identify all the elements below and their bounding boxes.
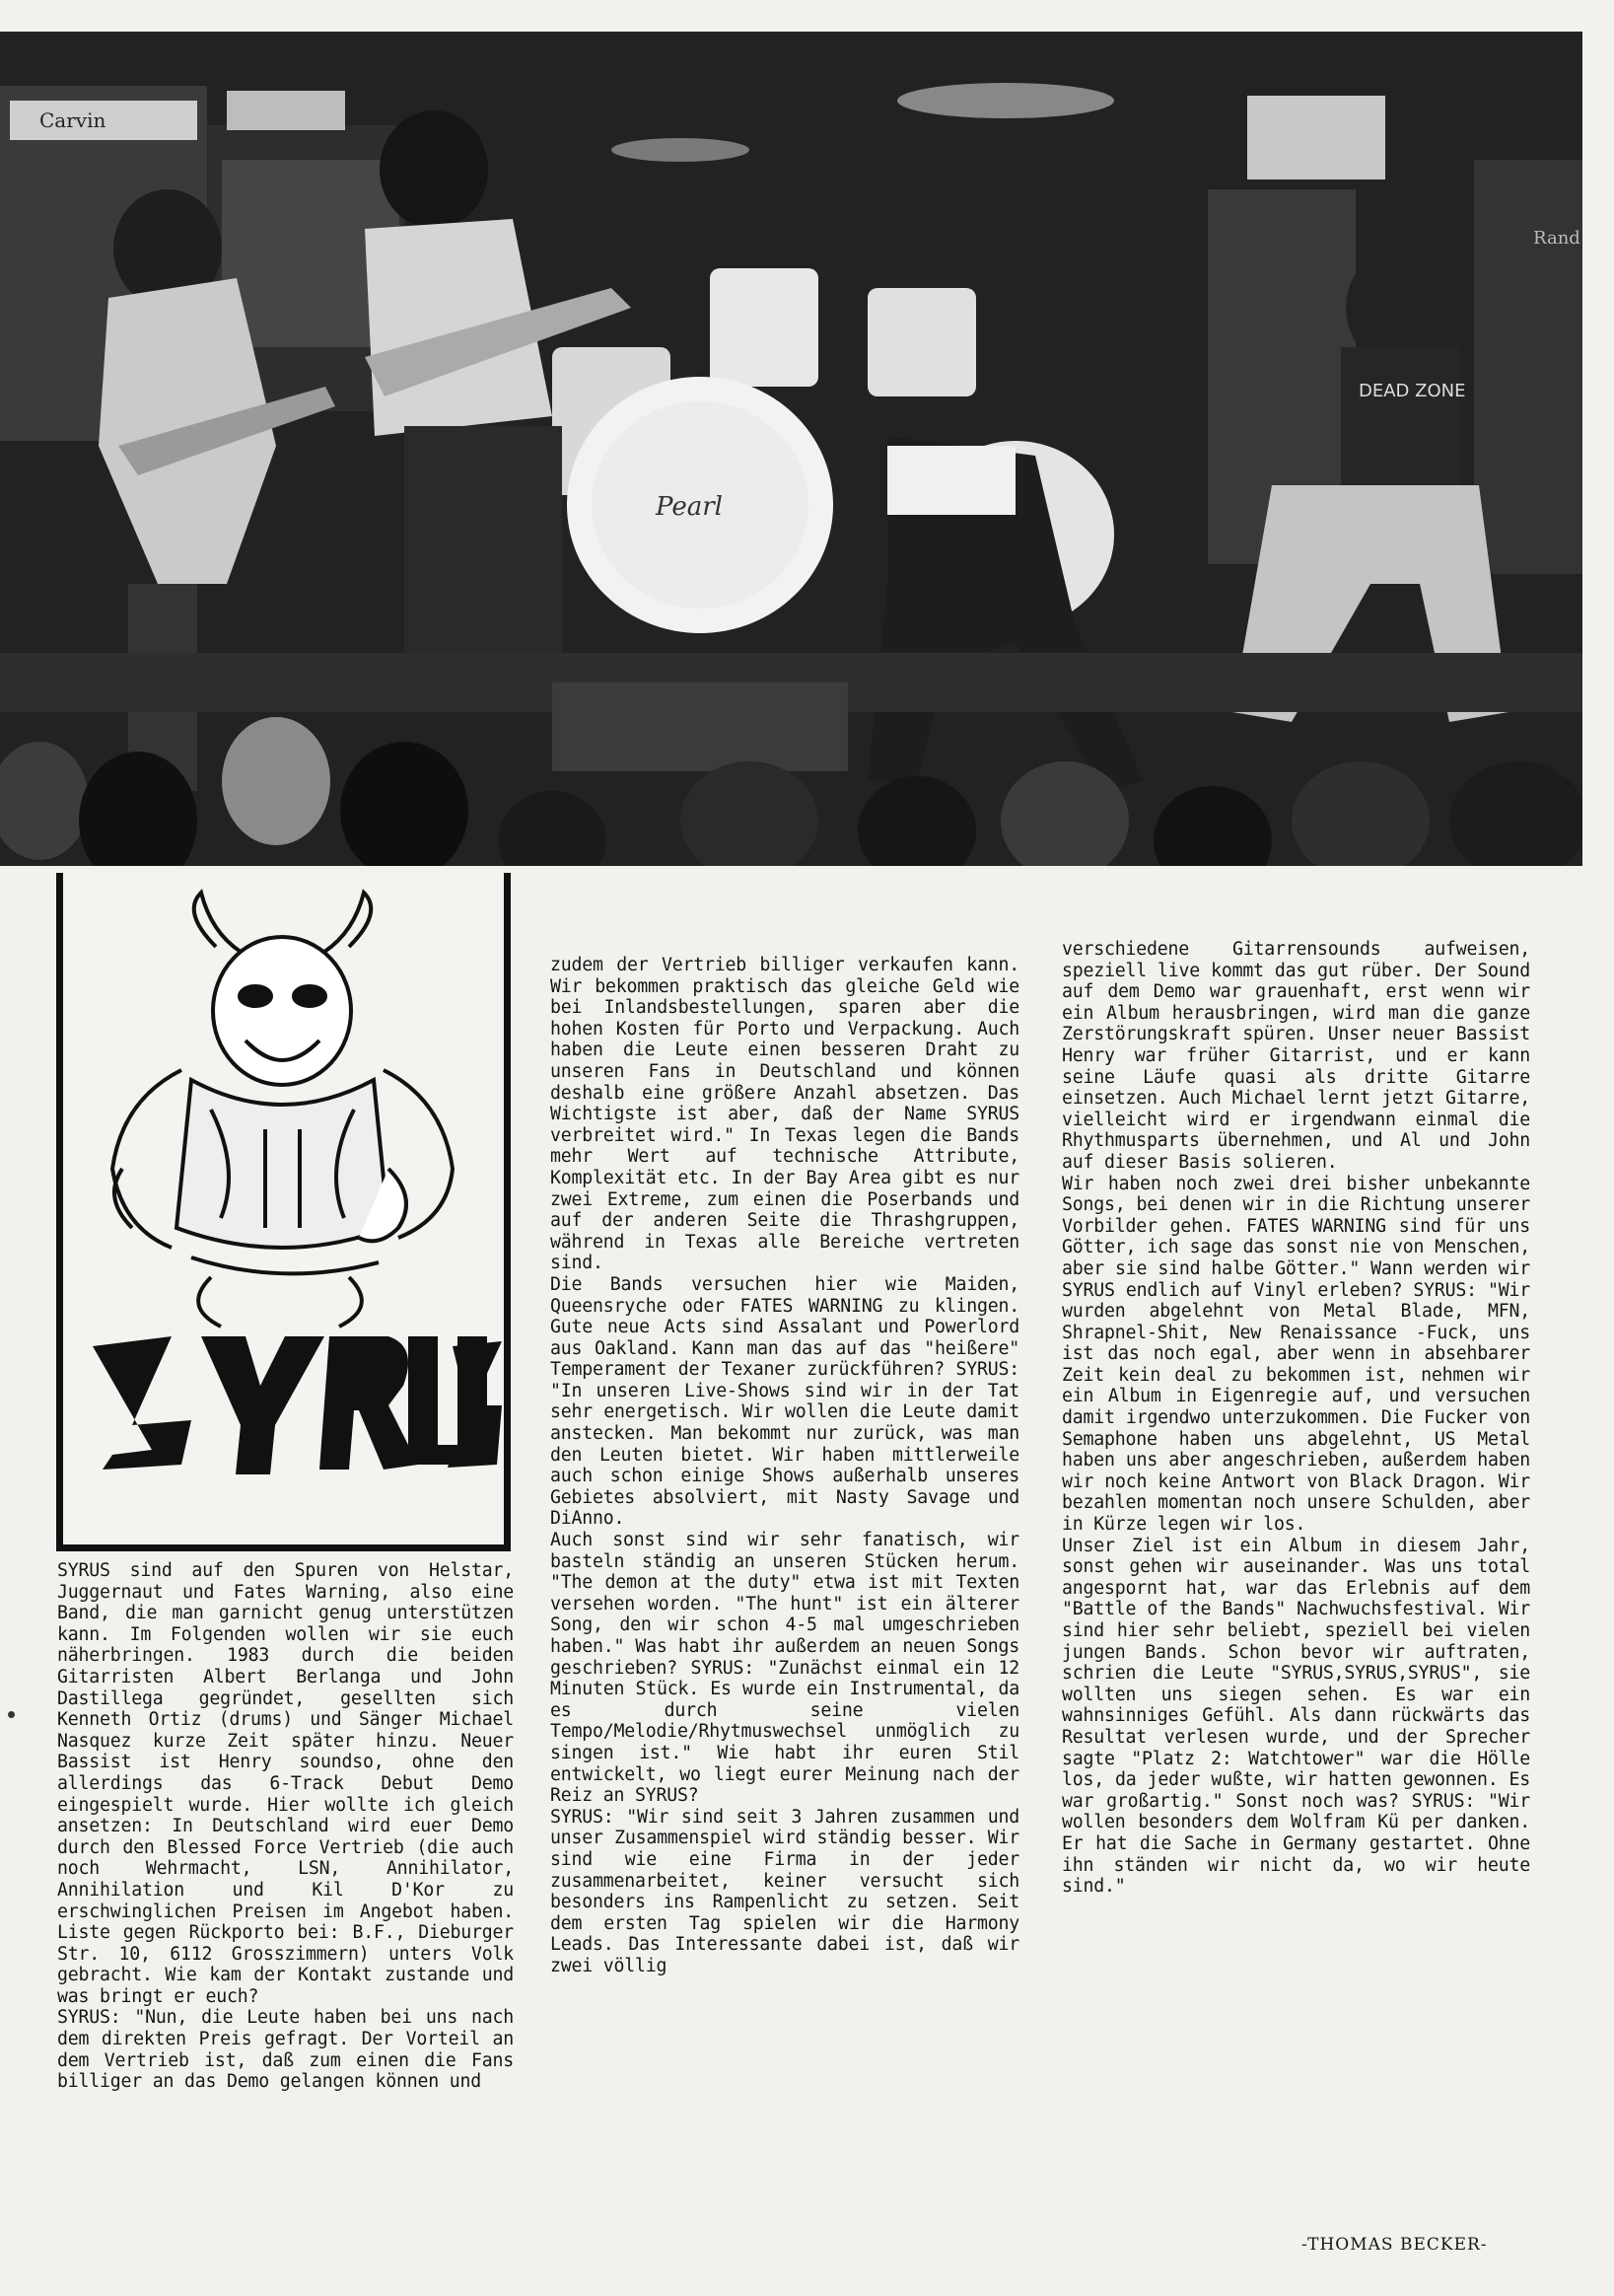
punch-mark <box>8 1711 15 1718</box>
author-signature: -THOMAS BECKER- <box>1301 2235 1488 2255</box>
amp-label-left: Carvin <box>39 108 106 132</box>
band-logo-box <box>56 873 511 1551</box>
amp-label-right: Rand <box>1533 228 1580 249</box>
syrus-wordmark <box>93 1336 502 1508</box>
drum-brand: Pearl <box>656 492 723 522</box>
article-column-1: SYRUS sind auf den Spuren von Helstar, Juggernaut und Fates Warning, also eine Band, die man garnicht genug unterstützen kann. Im Folgenden wollen wir sie euch näherbringen. 1983 durch die beiden Gitarristen Albert Berlanga und John Dastillega gegründet, gesellten sich Kenneth Ortiz (drums) und Sänger Michael Nasquez kurze Zeit später hinzu. Neuer Bassist ist Henry soundso, ohne den allerdings das 6-Track Debut Demo eingespielt wurde. Hier wollte ich gleich ansetzen: In Deutschland wird euer Demo durch den Blessed Force Vertrieb (die auch noch Wehrmacht, LSN, Annihilator, Annihilation und Kil D'Kor zu erschwinglichen Preisen im Angebot haben. Liste gegen Rückporto bei: B.F., Dieburger Str. 10, 6112 Grosszimmern) unters Volk gebracht. Wie kam der Kontakt zustande und was bringt er euch? SYRUS: "Nun, die Leute haben bei uns nach dem direkten Preis gefragt. Der Vorteil an dem Vertrieb ist, daß zum einen die Fans billiger an das Demo gelangen können und <box>57 1560 514 2093</box>
article-column-3: verschiedene Gitarrensounds aufweisen, speziell live kommt das gut rüber. Der Sound auf dem Demo war grauenhaft, erst wenn wir ein Album herausbringen, wird man die ganze Zerstörungskraft spüren. Unser neuer Bassist Henry war früher Gitarrist, und er kann seine Läufe quasi als dritte Gitarre einsetzen. Auch Michael lernt jetzt Gitarre, vielleicht wird er irgendwann einmal die Rhythmusparts übernehmen, und Al und John auf dieser Basis solieren. Wir haben noch zwei drei bisher unbekannte Songs, bei denen wir in die Richtung unserer Vorbilder gehen. FATES WARNING sind für uns Götter, ich sage das sonst nie von Menschen, aber sie sind halbe Götter." Wann werden wir SYRUS endlich auf Vinyl erleben? SYRUS: "Wir wurden abgelehnt von Metal Blade, MFN, Shrapnel-Shit, New Renaissance -Fuck, uns ist das noch egal, aber wenn in absehbarer Zeit kein deal zu bekommen ist, nehmen wir ein Album in Eigenregie auf, und versuchen damit irgendwo unterzukommen. Die Fucker von Semaphone haben uns abgelehnt, US Metal haben uns aber angeschrieben, außerdem haben wir noch keine Antwort von Black Dragon. Wir bezahlen momentan noch unsere Schulden, aber in Kürze legen wir los. Unser Ziel ist ein Album in diesem Jahr, sonst gehen wir auseinander. Was uns total angespornt hat, war das Erlebnis auf dem "Battle of the Bands" Nachwuchsfestival. Wir sind hier sehr beliebt, speziell bei vielen jungen Bands. Schon bevor wir auftraten, schrien die Leute "SYRUS,SYRUS,SYRUS", sie wollten uns siegen sehen. Es war ein wahnsinniges Gefühl. Als dann rückwärts das Resultat verlesen wurde, und der Sprecher sagte "Platz 2: Watchtower" war die Hölle los, da jeder wußte, wir hatten gewonnen. Es war großartig." Sonst noch was? SYRUS: "Wir wollen besonders dem Wolfram Kü per danken. Er hat die Sache in Germany gestartet. Ohne ihn ständen wir nicht da, wo wir heute sind." <box>1062 939 1530 1898</box>
article-column-2: zudem der Vertrieb billiger verkaufen kann. Wir bekommen praktisch das gleiche Geld wie bei Inlandsbestellungen, sparen aber die hohen Kosten für Porto und Verpackung. Auch haben die Leute einen besseren Draht zu unseren Fans in Deutschland und können deshalb eine größere Anzahl absetzen. Das Wichtigste ist aber, daß der Name SYRUS verbreitet wird." In Texas legen die Bands mehr Wert auf technische Attribute, Komplexität etc. In der Bay Area gibt es nur zwei Extreme, zum einen die Poserbands und auf der anderen Seite die Thrashgruppen, während in Texas alle Bereiche vertreten sind. Die Bands versuchen hier wie Maiden, Queensryche oder FATES WARNING zu klingen. Gute neue Acts sind Assalant und Powerlord aus Oakland. Kann man das auf das "heißere" Temperament der Texaner zurückführen? SYRUS: "In unseren Live-Shows sind wir in der Tat sehr energetisch. Wir wollen die Leute damit anstecken. Man bekommt nur zurück, was man den Leuten bietet. Wir haben mittlerweile auch schon einige Shows außerhalb unseres Gebietes absolviert, mit Nasty Savage und DiAnno. Auch sonst sind wir sehr fanatisch, wir basteln ständig an unseren Stücken herum. "The demon at the duty" etwa ist mit Texten versehen worden. "The hunt" ist ein älterer Song, den wir schon 4-5 mal umgeschrieben haben." Was habt ihr außerdem an neuen Songs geschrieben? SYRUS: "Zunächst einmal ein 12 Minuten Stück. Es wurde ein Instrumental, da es durch seine vielen Tempo/Melodie/Rhytmuswechsel unmöglich zu singen ist." Wie habt ihr euren Stil entwickelt, wo liegt eurer Meinung nach der Reiz an SYRUS? SYRUS: "Wir sind seit 3 Jahren zusammen und unser Zusammenspiel wird ständig besser. Wir sind wie eine Firma in der jeder zusammenarbeitet, keiner versucht sich besonders ins Rampenlicht zu setzen. Seit dem ersten Tag spielen wir die Harmony Leads. Das Interessante dabei ist, daß wir zwei völlig <box>550 955 1019 1976</box>
shirt-text: DEAD ZONE <box>1359 381 1466 401</box>
concert-photo <box>0 32 1582 866</box>
demon-illustration <box>112 893 453 1327</box>
